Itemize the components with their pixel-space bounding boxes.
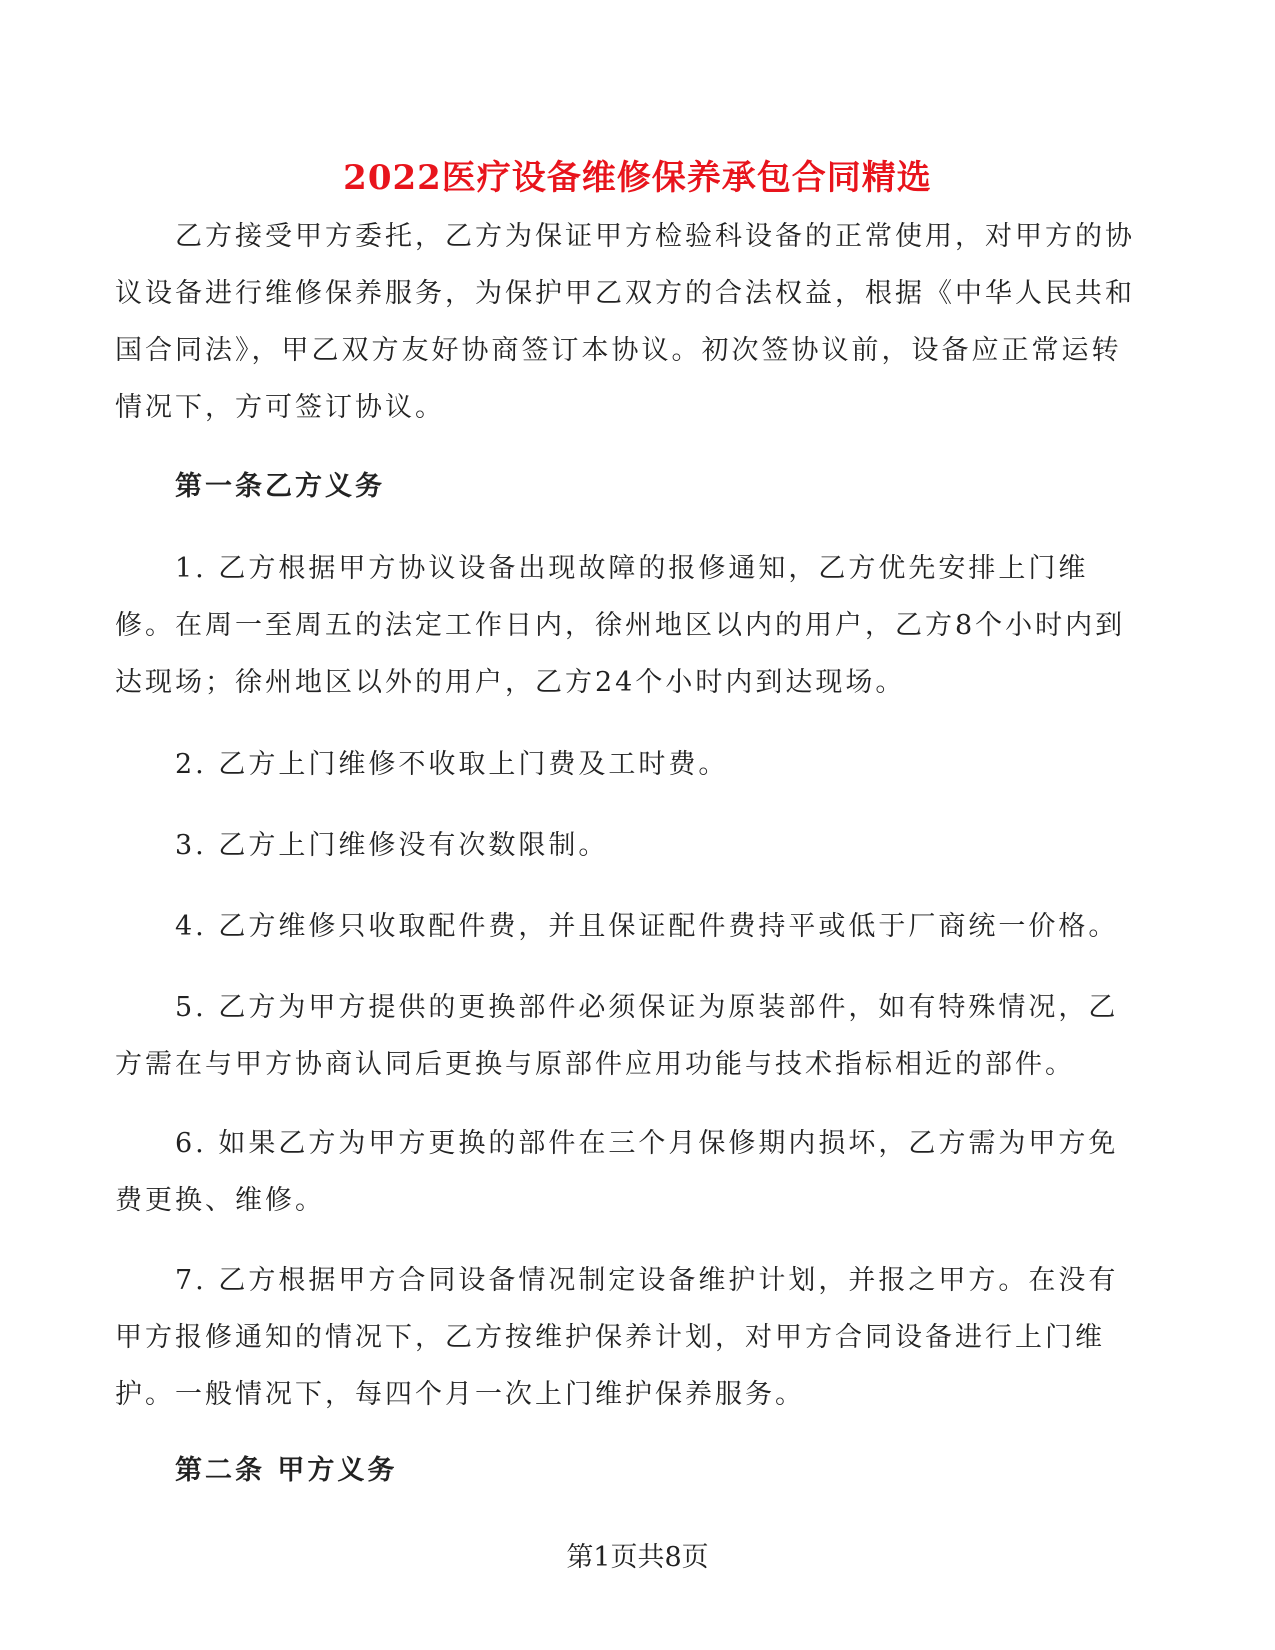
intro-paragraph: 乙方接受甲方委托，乙方为保证甲方检验科设备的正常使用，对甲方的协议设备进行维修保养服务，为保护甲乙双方的合法权益，根据《中华人民共和国合同法》，甲乙双方友好协商签订本协议。初次签协议前，设备应正常运转情况下，方可签订协议。 bbox=[115, 221, 1135, 423]
list-item: 2. 乙方上门维修不收取上门费及工时费。 bbox=[175, 749, 729, 780]
document-title: 2022医疗设备维修保养承包合同精选 bbox=[343, 158, 932, 198]
list-item: 7. 乙方根据甲方合同设备情况制定设备维护计划，并报之甲方。在没有甲方报修通知的情况下，乙方按维护保养计划，对甲方合同设备进行上门维护。一般情况下，每四个月一次上门维护保养服务。 bbox=[115, 1265, 1119, 1410]
section-heading-2: 第二条 甲方义务 bbox=[175, 1455, 398, 1486]
list-item: 5. 乙方为甲方提供的更换部件必须保证为原装部件，如有特殊情况，乙方需在与甲方协商认同后更换与原部件应用功能与技术指标相近的部件。 bbox=[115, 992, 1119, 1080]
section-heading-1: 第一条乙方义务 bbox=[175, 471, 385, 502]
list-item: 1. 乙方根据甲方协议设备出现故障的报修通知，乙方优先安排上门维修。在周一至周五的法定工作日内，徐州地区以内的用户，乙方8个小时内到达现场；徐州地区以外的用户，乙方24个小时内到达现场。 bbox=[115, 553, 1126, 698]
list-item: 4. 乙方维修只收取配件费，并且保证配件费持平或低于厂商统一价格。 bbox=[175, 911, 1119, 942]
list-item: 6. 如果乙方为甲方更换的部件在三个月保修期内损坏，乙方需为甲方免费更换、维修。 bbox=[115, 1128, 1119, 1216]
list-item: 3. 乙方上门维修没有次数限制。 bbox=[175, 830, 609, 861]
page-number-footer: 第1页共8页 bbox=[566, 1542, 709, 1573]
